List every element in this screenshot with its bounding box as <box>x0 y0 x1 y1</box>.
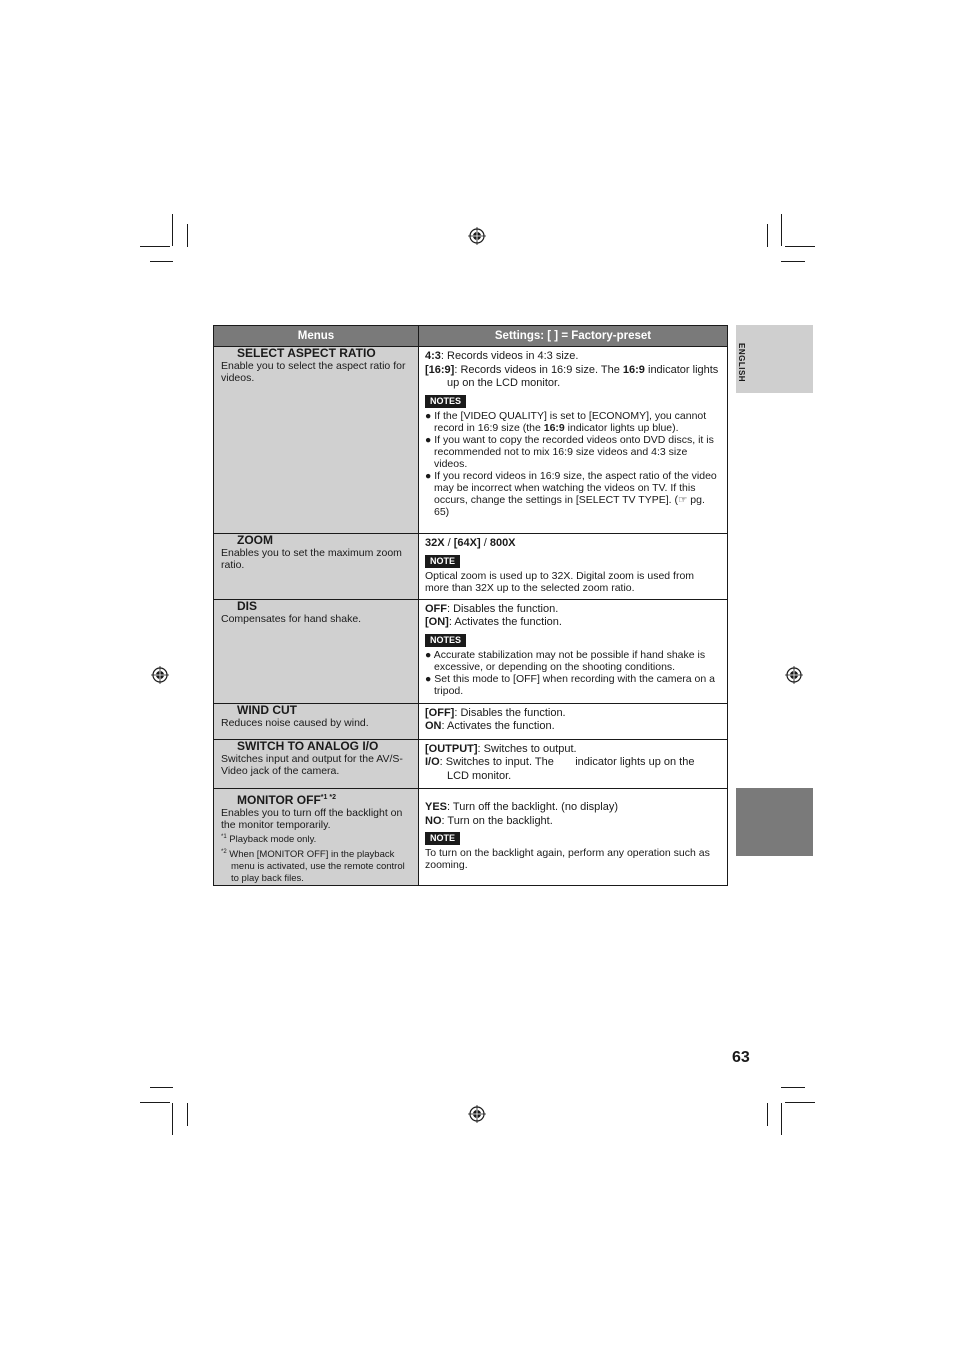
table-row <box>214 789 728 886</box>
setting-key: [16:9] <box>425 363 455 376</box>
menu-description: Enable you to select the aspect ratio for videos. <box>221 360 406 384</box>
note-item: ● Set this mode to [OFF] when recording with the camera on a tripod. <box>425 672 715 697</box>
setting-text: : Records videos in 4:3 size. <box>440 350 579 362</box>
language-label: ENGLISH <box>737 343 746 383</box>
setting-key: 4:3 <box>425 350 441 362</box>
menu-title: WIND CUT <box>237 702 297 717</box>
menu-cell-wind <box>214 703 419 739</box>
note-badge: NOTE <box>425 832 460 845</box>
menu-title: SELECT ASPECT RATIO <box>237 346 376 360</box>
table-row <box>214 703 728 739</box>
settings-cell-analog <box>419 739 728 789</box>
note-text: Optical zoom is used up to 32X. Digital zoom is used from more than 32X up to the selected zoom ratio. <box>425 569 695 594</box>
menu-description: Switches input and output for the AV/S-Video jack of the camera. <box>221 752 403 777</box>
note-item: ● If the [VIDEO QUALITY] is set to [ECONOMY], you cannot record in 16:9 size (the 16:9 indicator lights up blue). <box>425 409 707 434</box>
crop-mark <box>781 261 805 262</box>
crop-mark <box>767 224 768 247</box>
settings-cell-zoom <box>419 534 728 600</box>
table-row <box>214 347 728 534</box>
setting-text: : Switches to output. <box>477 742 577 755</box>
menu-title: ZOOM <box>237 533 273 547</box>
notes-badge: NOTES <box>425 634 466 647</box>
setting-key: 16:9 <box>622 363 645 376</box>
crop-mark <box>785 1102 815 1103</box>
crop-mark <box>187 224 188 247</box>
crop-mark <box>140 1102 170 1103</box>
setting-option: [64X] <box>453 537 481 549</box>
settings-cell-aspect <box>419 347 728 534</box>
setting-text: : Switches to input. The indicator lights up on the LCD monitor. <box>439 756 698 782</box>
note-badge: NOTE <box>425 555 460 568</box>
language-side-tab <box>736 325 813 393</box>
note-item: ● If you record videos in 16:9 size, the aspect ratio of the video may be incorrect when watching the videos on TV. If this occurs, change the settings in [SELECT TV TYPE]. (☞ pg. 65) <box>425 469 717 518</box>
note-item: ● Accurate stabilization may not be possible if hand shake is excessive, or depending on the shooting conditions. <box>425 648 706 673</box>
setting-key: [OFF] <box>425 706 455 719</box>
notes-badge: NOTES <box>425 395 466 408</box>
menu-cell-aspect <box>214 347 419 534</box>
registration-mark-icon <box>785 666 803 684</box>
table-header-row <box>214 326 728 347</box>
setting-text: indicator lights up on the LCD monitor. <box>447 363 719 389</box>
separator: / <box>444 537 454 549</box>
setting-text: : Disables the function. <box>447 602 559 615</box>
setting-key: ON <box>425 720 442 732</box>
menu-description: Compensates for hand shake. <box>221 612 362 625</box>
menu-cell-zoom <box>214 534 419 600</box>
note-item: ● If you want to copy the recorded videos onto DVD discs, it is recommended not to mix 16:9 size videos and 4:3 size videos. <box>425 433 714 470</box>
section-side-tab <box>736 788 813 856</box>
note-text: To turn on the backlight again, perform any operation such as zooming. <box>425 847 710 872</box>
registration-mark-icon <box>468 227 486 245</box>
crop-mark <box>781 1103 782 1135</box>
menu-settings-table <box>213 325 728 886</box>
page-number: 63 <box>732 1049 750 1066</box>
setting-text: : Activates the function. <box>448 616 562 628</box>
registration-mark-icon <box>151 666 169 684</box>
setting-key: OFF <box>425 602 447 615</box>
crop-mark <box>781 1087 805 1088</box>
crop-mark <box>150 1087 173 1088</box>
setting-key: YES <box>425 801 448 814</box>
table-row <box>214 599 728 703</box>
setting-text: : Turn off the backlight. (no display) <box>447 801 619 814</box>
crop-mark <box>187 1103 188 1126</box>
menu-description: Enables you to turn off the backlight on the monitor temporarily. <box>221 807 403 831</box>
setting-text: : Records videos in 16:9 size. The <box>454 363 623 376</box>
settings-cell-dis <box>419 599 728 703</box>
table-row <box>214 739 728 789</box>
footnote: $^{*1}$ Playback mode only. <box>221 834 317 846</box>
crop-mark <box>150 261 173 262</box>
setting-text: : Activates the function. <box>441 720 555 732</box>
menu-cell-analog <box>214 739 419 789</box>
setting-option: 32X <box>425 537 445 549</box>
setting-key: [OUTPUT] <box>425 742 478 755</box>
footnote: $^{*2}$ When [MONITOR OFF] in the playback menu is activated, use the remote control to play back files. <box>221 849 405 885</box>
setting-key: I/O <box>425 756 440 768</box>
setting-option: 800X <box>489 537 516 549</box>
menu-title: SWITCH TO ANALOG I/O <box>237 738 379 753</box>
crop-mark <box>767 1103 768 1126</box>
separator: / <box>480 537 490 549</box>
column-header-settings: Settings: [ ] = Factory-preset <box>419 326 728 347</box>
menu-cell-monitor <box>214 789 419 886</box>
crop-mark <box>140 246 170 247</box>
menu-title: MONITOR $OFF^{*1 *2}$ <box>237 793 336 807</box>
setting-text: : Turn on the backlight. <box>441 814 553 827</box>
registration-mark-icon <box>468 1105 486 1123</box>
crop-mark <box>785 246 815 247</box>
menu-description: Reduces noise caused by wind. <box>221 716 369 729</box>
menu-cell-dis <box>214 599 419 703</box>
setting-key: [ON] <box>425 616 449 628</box>
crop-mark <box>781 214 782 246</box>
setting-text: : Disables the function. <box>454 706 566 719</box>
table-row <box>214 534 728 600</box>
settings-cell-monitor <box>419 789 728 886</box>
setting-key: NO <box>425 814 442 827</box>
crop-mark <box>172 214 173 246</box>
column-header-menus: Menus <box>214 326 419 347</box>
menu-title: DIS <box>237 598 258 613</box>
footnote-marks: *1 *2 <box>320 794 336 801</box>
menu-description: Enables you to set the maximum zoom ratio. <box>221 547 402 571</box>
crop-mark <box>172 1103 173 1135</box>
settings-cell-wind <box>419 703 728 739</box>
